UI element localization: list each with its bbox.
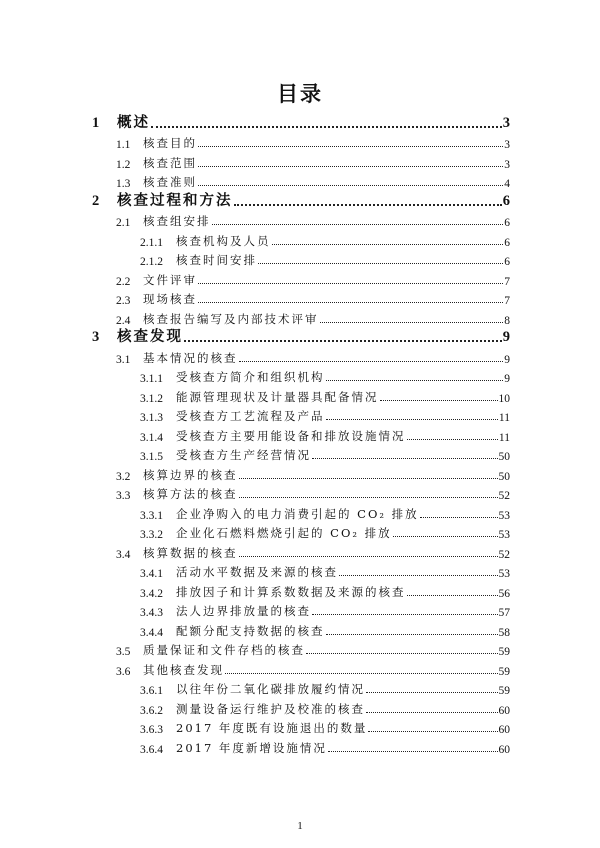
dot-leader [258,263,503,264]
toc-entry-title: 核算边界的核查 [143,467,238,482]
toc-entry-page: 7 [504,295,510,307]
toc-entry-number: 2.1.1 [140,236,163,249]
toc-entry-title: 核查准则 [143,175,197,189]
dot-leader [326,380,504,381]
toc-entry-page: 11 [498,412,510,424]
toc-entry-number: 1.2 [116,158,131,171]
toc-entry-page: 11 [498,431,510,444]
toc-entry-number: 3.3.1 [140,509,163,522]
toc-entry-page: 3 [502,114,510,131]
toc-entry-number: 3.2 [116,470,131,483]
toc-entry-title: 以往年份二氧化碳排放履约情况 [176,682,365,696]
toc-entry[interactable] [88,483,510,503]
toc-entry-title: 受核查方生产经营情况 [176,448,311,462]
dot-leader [212,224,504,225]
toc-entry[interactable] [88,249,510,269]
toc-entry[interactable] [88,366,510,386]
dot-leader [320,322,504,323]
toc-entry[interactable] [88,229,510,249]
toc-entry[interactable] [88,502,510,522]
toc-entry[interactable] [88,346,510,366]
toc-entry[interactable] [88,190,510,210]
dot-leader [272,244,504,245]
toc-entry-title: 受核查方主要用能设备和排放设施情况 [176,428,406,443]
toc-entry-title: 核查目的 [143,136,197,150]
toc-entry-number: 1.1 [116,139,131,151]
toc-entry-number: 3.4.3 [140,607,163,619]
dot-leader [239,556,498,557]
toc-entry-page: 6 [504,217,510,229]
toc-entry-title: 核查时间安排 [176,253,257,267]
toc-entry[interactable] [88,697,510,717]
toc-entry[interactable] [88,561,510,581]
toc-entry[interactable] [88,522,510,542]
toc-entry-page: 7 [504,275,510,288]
toc-entry-number: 3.4 [116,548,131,561]
toc-entry-title: 配额分配支持数据的核查 [176,623,325,638]
dot-leader [239,497,498,498]
dot-leader [198,166,503,167]
toc-entry-title: 法人边界排放量的核查 [176,604,311,618]
toc-entry-number: 3.4.4 [140,626,163,639]
toc-entry-number: 3.3.2 [140,529,163,541]
toc-entry-page: 6 [502,192,510,209]
toc-entry-number: 3.4.1 [140,568,163,580]
toc-entry-title: 概述 [117,113,150,131]
toc-entry-title: 核算方法的核查 [143,487,238,501]
toc-entry-page: 53 [498,568,510,580]
toc-entry-number: 3.1.3 [140,412,163,424]
toc-entry-title: 核查机构及人员 [176,233,271,248]
dot-leader [366,692,498,693]
dot-leader [368,731,497,732]
toc-entry[interactable] [88,288,510,308]
toc-entry-page: 59 [498,685,510,697]
toc-entry-title: 核算数据的核查 [143,545,238,560]
toc-entry[interactable] [88,580,510,600]
toc-entry-page: 60 [498,724,510,736]
toc-entry-number: 3.6 [116,665,131,678]
toc-entry-number: 3.3 [116,490,131,502]
toc-entry[interactable] [88,658,510,678]
toc-entry-title: 能源管理现状及计量器具配备情况 [176,389,379,404]
toc-entry-title: 2017 年度新增设施情况 [176,740,327,755]
toc-entry[interactable] [88,132,510,152]
dot-leader [328,751,498,752]
toc-entry-title: 受核查方简介和组织机构 [176,370,325,384]
toc-entry-number: 3.1.5 [140,451,163,463]
toc-entry-title: 其他核查发现 [143,662,224,677]
toc-entry[interactable] [88,541,510,561]
toc-entry-title: 2017 年度既有设施退出的数量 [176,721,368,735]
dot-leader [312,458,498,459]
toc-entry-title: 核查范围 [143,155,197,170]
toc-entry-number: 2 [92,192,100,209]
dot-leader [306,653,498,654]
toc-entry-page: 8 [504,314,510,327]
toc-entry-title: 排放因子和计算系数数据及来源的核查 [176,584,406,599]
toc-entry-page: 9 [504,353,510,366]
toc-entry-number: 2.1.2 [140,256,163,268]
toc-entry-number: 3.1.1 [140,373,163,385]
toc-entry-title: 企业化石燃料燃烧引起的 CO₂ 排放 [176,526,392,540]
toc-entry[interactable] [88,112,510,132]
dot-leader [339,575,498,576]
page-number: 1 [297,820,303,832]
toc-entry-number: 2.4 [116,314,131,327]
toc-entry-number: 1.3 [116,178,131,190]
toc-entry-page: 6 [504,256,510,268]
dot-leader [151,126,502,128]
toc-entry-number: 3.1.2 [140,392,163,405]
toc-entry[interactable] [88,444,510,464]
toc-entry-page: 10 [498,392,510,405]
toc-entry[interactable] [88,424,510,444]
toc-entry-page: 53 [498,509,510,522]
toc-entry-page: 3 [504,139,510,151]
toc-entry[interactable] [88,717,510,737]
toc-entry-page: 9 [502,329,510,345]
toc-entry-number: 3.5 [116,646,131,658]
dot-leader [225,673,498,674]
toc-entry-title: 活动水平数据及来源的核查 [176,565,338,579]
toc-entry-page: 56 [498,587,510,600]
toc-entry-title: 现场核查 [143,292,197,306]
toc-entry-title: 质量保证和文件存档的核查 [143,643,305,657]
dot-leader [407,595,498,596]
toc-entry-page: 52 [498,490,510,502]
toc-entry-number: 3.1.4 [140,431,163,444]
toc-entry-number: 1 [92,114,100,131]
dot-leader [420,517,498,518]
dot-leader [198,283,503,284]
dot-leader [366,712,498,713]
toc-entry-number: 3.6.1 [140,685,163,697]
toc-entry-title: 核查报告编写及内部技术评审 [143,311,319,326]
toc-entry-page: 6 [504,236,510,249]
dot-leader [326,419,498,420]
toc-entry[interactable] [88,600,510,620]
toc-entry-title: 文件评审 [143,272,197,287]
dot-leader [239,361,504,362]
toc-entry-title: 核查过程和方法 [117,191,233,209]
dot-leader [407,439,498,440]
dot-leader [234,204,502,206]
toc-entry-page: 59 [498,646,510,658]
toc-entry-title: 测量设备运行维护及校准的核查 [176,701,365,716]
toc-entry[interactable] [88,463,510,483]
table-of-contents [88,112,510,756]
toc-entry[interactable] [88,385,510,405]
toc-entry[interactable] [88,736,510,756]
dot-leader [184,340,502,342]
toc-entry-title: 企业净购入的电力消费引起的 CO₂ 排放 [176,506,419,521]
toc-entry[interactable] [88,619,510,639]
dot-leader [198,302,503,303]
toc-entry[interactable] [88,307,510,327]
toc-entry[interactable] [88,151,510,171]
toc-entry-title: 基本情况的核查 [143,350,238,365]
toc-entry[interactable] [88,678,510,698]
dot-leader [312,614,498,615]
toc-entry-page: 3 [504,158,510,171]
toc-entry[interactable] [88,405,510,425]
toc-entry-page: 50 [498,470,510,483]
toc-entry-number: 3.6.2 [140,704,163,717]
dot-leader [326,634,498,635]
toc-entry-page: 57 [498,607,510,619]
toc-entry-number: 3.6.4 [140,743,163,756]
toc-entry-title: 核查发现 [117,328,183,345]
toc-entry-number: 2.1 [116,217,131,229]
toc-entry[interactable] [88,639,510,659]
toc-entry-title: 受核查方工艺流程及产品 [176,409,325,423]
toc-entry-number: 2.2 [116,275,131,288]
toc-entry-number: 2.3 [116,295,131,307]
toc-title: 目录 [277,81,323,106]
toc-entry-page: 59 [498,665,510,678]
dot-leader [380,400,498,401]
toc-entry-number: 3.6.3 [140,724,163,736]
toc-entry[interactable] [88,210,510,230]
toc-entry-title: 核查组安排 [143,214,211,228]
dot-leader [198,146,503,147]
toc-entry-page: 9 [504,373,510,385]
toc-entry[interactable] [88,171,510,191]
toc-entry-page: 4 [504,178,510,190]
toc-entry-number: 3.4.2 [140,587,163,600]
toc-entry-number: 3 [92,329,100,345]
toc-entry-page: 53 [498,529,510,541]
toc-entry[interactable] [88,327,510,347]
toc-entry-number: 3.1 [116,353,131,366]
dot-leader [393,536,498,537]
dot-leader [198,185,503,186]
toc-entry-page: 60 [498,704,510,717]
toc-entry-page: 52 [498,548,510,561]
toc-entry-page: 58 [498,626,510,639]
toc-entry-page: 50 [498,451,510,463]
dot-leader [239,478,498,479]
toc-entry[interactable] [88,268,510,288]
toc-entry-page: 60 [498,743,510,756]
